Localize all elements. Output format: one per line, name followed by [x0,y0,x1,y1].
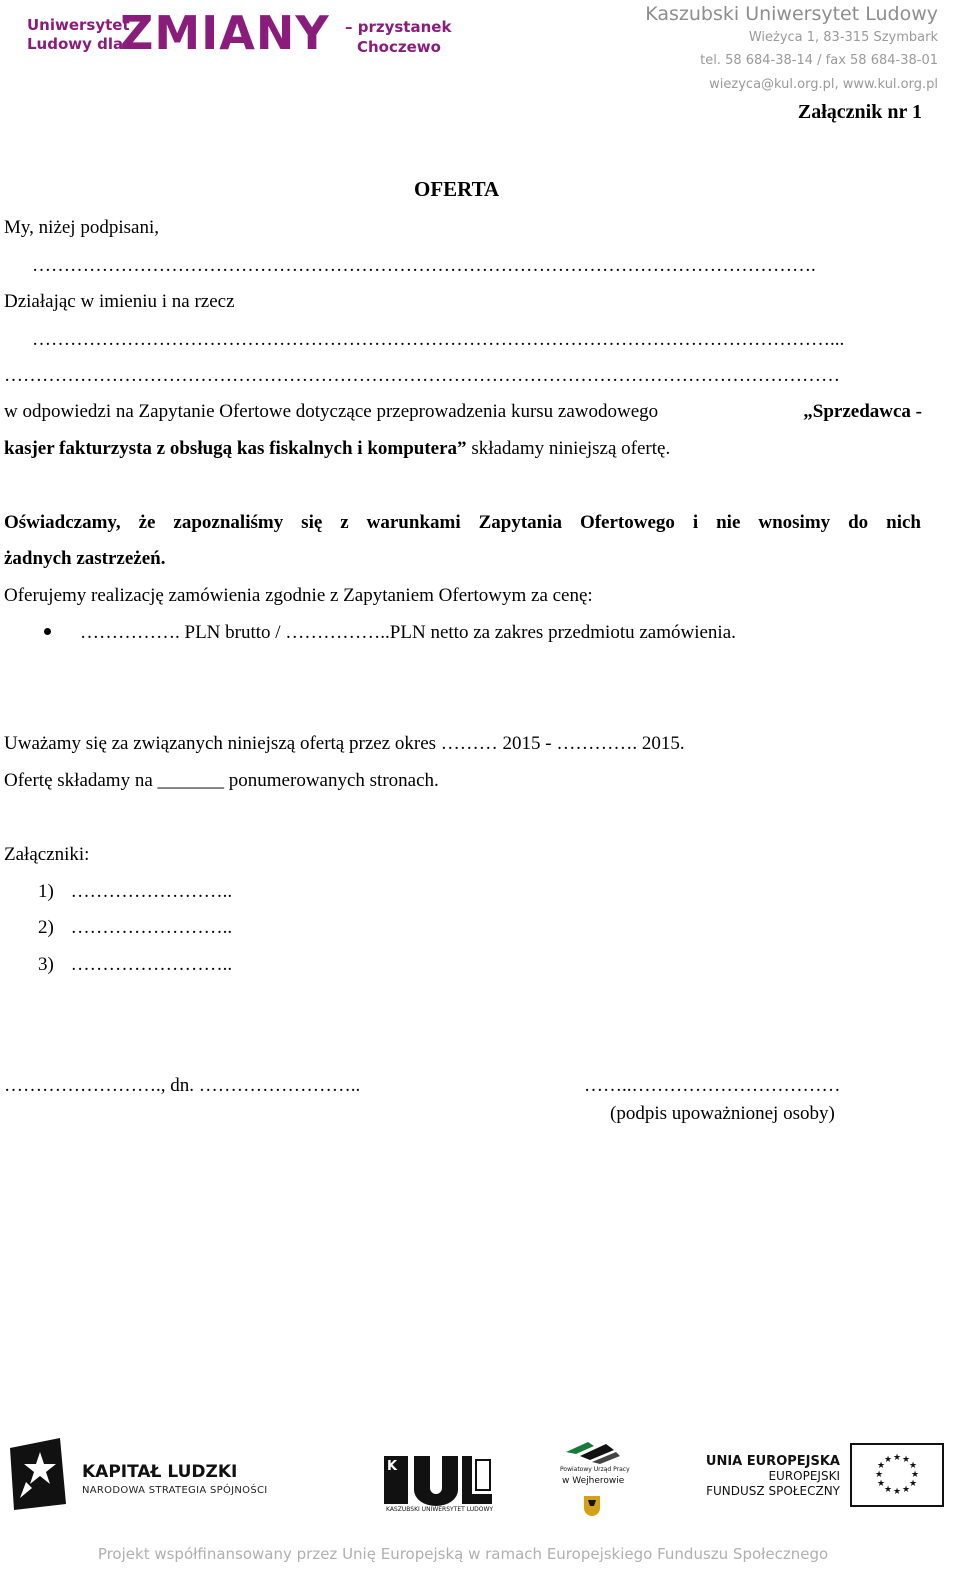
statement-line-1: Oświadczamy, że zapoznaliśmy się z warunkami Zapytania Ofertowego i nie wnosimy do nich [4,512,921,533]
attachment-dots: …………………….. [70,917,233,938]
attachment-item [38,880,232,904]
svg-text:★: ★ [883,1455,893,1465]
dots-line-1: ……………………………………………………………………………………………………………. [32,255,816,276]
ue-line2: EUROPEJSKI [768,1469,840,1483]
svg-text:★: ★ [883,1485,893,1495]
attachment-dots: …………………….. [70,881,233,902]
pup-line2: w Wejherowie [562,1476,625,1486]
pup-line1: Powiatowy Urząd Pracy [560,1466,630,1473]
validity-line: Uważamy się za związanych niniejszą ofertą przez okres ……… 2015 - …………. 2015. [4,733,685,754]
attachment-number: 3) [38,954,54,975]
price-line: ……………. PLN brutto / ……………..PLN netto za zakres przedmiotu zamówienia. [80,622,736,643]
logo-left-text [27,16,130,54]
offer-line: Oferujemy realizację zamówienia zgodnie z Zapytaniem Ofertowym za cenę: [4,585,593,606]
kapital-ludzki-logo [10,1438,66,1515]
paragraph-1-line-2 [4,437,670,461]
attachments-label: Załączniki: [4,844,90,865]
intro-text: My, niżej podpisani, [4,217,159,238]
org-address: Wieżyca 1, 83-315 Szymbark [748,30,938,45]
logo-right-line2: Choczewo [357,38,441,56]
place-date-line: ……………………., dn. …………………….. [4,1075,361,1096]
paragraph-1-line-1 [4,400,922,424]
logo-left-line1: Uniwersytet [27,16,130,34]
kapital-ludzki-title: KAPITAŁ LUDZKI [82,1462,238,1482]
signature-dots: ……..…………………………… [584,1075,841,1096]
course-name-part1: „Sprzedawca - [803,401,922,422]
eu-flag [850,1443,944,1512]
course-name-part2: kasjer fakturzysta z obsługą kas fiskalnych i komputera” [4,438,467,459]
svg-text:★: ★ [874,1470,884,1480]
svg-text:★: ★ [901,1485,911,1495]
svg-text:★: ★ [876,1479,886,1489]
logo-zmiany: ZMIANY [120,6,330,60]
attachment-item [38,953,232,977]
kul-emblem-icon [384,1456,492,1506]
pages-line-end: ponumerowanych stronach. [228,770,439,791]
ue-text [702,1454,840,1499]
svg-text:★: ★ [908,1461,918,1471]
svg-text:★: ★ [901,1455,911,1465]
kul-logo [384,1456,492,1511]
coat-of-arms-icon [584,1496,600,1516]
org-email: wiezyca@kul.org.pl, www.kul.org.pl [709,77,938,92]
svg-text:K: K [387,1459,398,1474]
svg-text:★: ★ [910,1470,920,1480]
kapital-ludzki-icon [10,1438,66,1510]
attachment-label: Załącznik nr 1 [797,101,922,123]
dots-line-3: …………………………………………………………………………………………………………………… [4,365,840,386]
signature-label: (podpis upoważnionej osoby) [610,1103,835,1124]
logo-left-line2: Ludowy dla [27,35,124,53]
org-phone: tel. 58 684-38-14 / fax 58 684-38-01 [700,53,938,68]
attachment-number: 2) [38,917,54,938]
svg-text:★: ★ [892,1453,902,1463]
bullet-point [44,628,51,635]
svg-text:★: ★ [908,1479,918,1489]
paragraph-1-end: składamy niniejszą ofertę. [466,438,671,459]
org-name: Kaszubski Uniwersytet Ludowy [645,3,938,25]
ue-line3: FUNDUSZ SPOŁECZNY [706,1484,840,1498]
svg-text:★: ★ [876,1461,886,1471]
kul-caption: KASZUBSKI UNIWERSYTET LUDOWY [386,1506,494,1513]
statement-line-2: żadnych zastrzeżeń. [4,548,166,569]
logo-right-text [345,17,451,57]
acting-on-behalf: Działając w imieniu i na rzecz [4,291,235,312]
svg-text:★: ★ [892,1487,902,1497]
pup-logo [558,1440,630,1518]
dots-line-2: ………………………………………………………………………………………………………………... [32,329,845,350]
attachment-item [38,916,232,940]
ue-line1: UNIA EUROPEJSKA [705,1454,840,1469]
pup-arrows-icon [562,1440,622,1464]
logo-right-line1: – przystanek [345,18,452,36]
eu-stars-icon [850,1443,944,1507]
pages-line [4,769,439,793]
kapital-ludzki-subtitle: NARODOWA STRATEGIA SPÓJNOŚCI [82,1485,268,1496]
pages-line-start: Ofertę składamy na [4,770,153,791]
document-title: OFERTA [414,177,500,201]
attachment-number: 1) [38,881,54,902]
cofinanced-text: Projekt współfinansowany przez Unię Europejską w ramach Europejskiego Funduszu Społecznego [97,1545,829,1563]
paragraph-1-text: w odpowiedzi na Zapytanie Ofertowe dotyczące przeprowadzenia kursu zawodowego [4,401,659,422]
pages-line-blank: _______ [157,770,225,791]
attachment-dots: …………………….. [70,954,233,975]
